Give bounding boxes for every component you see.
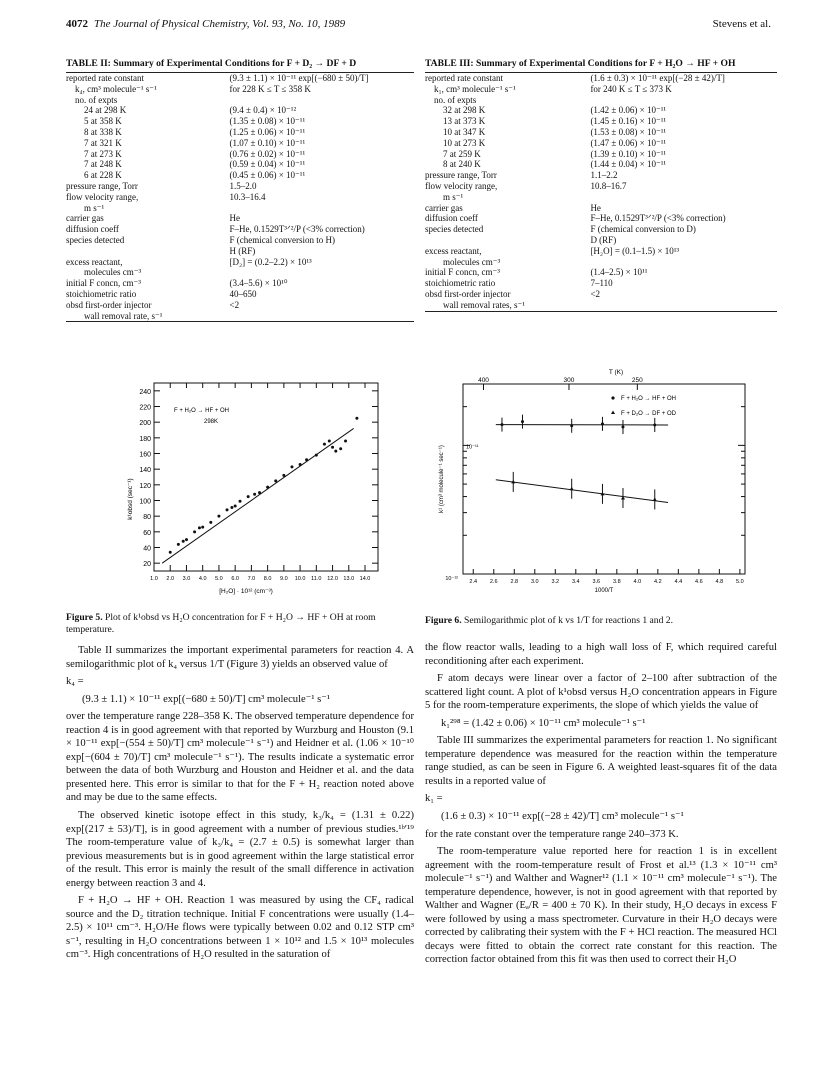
- data-point: [328, 439, 331, 442]
- figure-6-caption-text: Semilogarithmic plot of k vs 1/T for reactions 1 and 2.: [464, 615, 673, 626]
- data-point: [198, 526, 201, 529]
- data-point: [323, 443, 326, 446]
- table-row: [66, 95, 414, 106]
- param-value: 40–650: [229, 288, 257, 299]
- param-value: (1.42 ± 0.06) × 10⁻¹¹: [590, 105, 667, 116]
- x-axis-label: 1000/T: [594, 588, 614, 594]
- y-tick-label: 20: [143, 561, 151, 569]
- param-name: reported rate constant: [66, 72, 144, 83]
- header-left: [66, 18, 345, 30]
- data-point: [217, 515, 220, 518]
- fit-line-d2o: [496, 480, 668, 503]
- body-text-left: [66, 644, 414, 966]
- param-name: excess reactant,: [66, 256, 123, 267]
- param-name: [66, 246, 230, 257]
- body-text-right: [425, 641, 777, 971]
- param-name: m s⁻¹: [84, 202, 105, 213]
- x-tick-label: 4.8: [715, 579, 724, 585]
- y-tick-label: 200: [139, 420, 151, 428]
- param-value: D (RF): [590, 234, 617, 245]
- param-value: [590, 95, 777, 106]
- table-row: [425, 203, 777, 214]
- param-value: F–He, 0.1529T³ᐟ²/P (<3% correction): [590, 213, 726, 224]
- param-name: 13 at 373 K: [443, 116, 486, 127]
- x-tick-label: 4.2: [654, 579, 662, 585]
- x-tick-label: 2.6: [489, 579, 498, 585]
- paragraph: k₄ =: [66, 676, 84, 688]
- x-tick-label: 4.0: [633, 579, 642, 585]
- param-value: (1.44 ± 0.04) × 10⁻¹¹: [590, 159, 667, 170]
- x-tick-label: 1.0: [150, 576, 158, 582]
- paragraph: F + H₂O → HF + OH. Reaction 1 was measured by using the CF₄ radical source and the D₂ titration technique. Initial F concentrations were usually (1.4–2.5) × 10¹¹ cm⁻³. H₂O/He flows were typically between 0.02 and 0.12 STP cm³ s⁻¹, resulting in H₂O concentrations between 1 × 10¹² and 1.5 × 10¹³ molecules cm⁻³. High concentrations of H₂O resulted in the saturation of: [66, 895, 414, 961]
- data-point-h2o: [521, 420, 524, 423]
- y-tick-label: 180: [139, 435, 151, 443]
- figure-6-caption: [425, 615, 777, 627]
- data-point-d2o: [653, 497, 657, 501]
- figure-5-caption-text: Plot of k¹obsd vs H₂O concentration for F + H₂O → HF + OH at room temperature.: [66, 612, 376, 635]
- x-tick-label: 5.0: [215, 576, 223, 582]
- table-row: [425, 246, 777, 257]
- param-name: k₄, cm³ molecule⁻¹ s⁻¹: [75, 83, 157, 94]
- param-name: 5 at 358 K: [84, 116, 122, 127]
- param-name: wall removal rate, s⁻¹: [84, 310, 163, 321]
- param-name: carrier gas: [425, 202, 463, 213]
- x-axis-label: [H₂O] · 10¹² (cm⁻³): [219, 588, 273, 595]
- data-point: [339, 447, 342, 450]
- figure-5-caption-label: Figure 5.: [66, 612, 103, 623]
- table-row: [425, 224, 777, 235]
- x-tick-label: 2.0: [166, 576, 175, 582]
- table-row: [425, 213, 777, 224]
- param-value: (1.39 ± 0.10) × 10⁻¹¹: [590, 148, 667, 159]
- x-tick-label: 3.0: [182, 576, 191, 582]
- chart-subtitle: 298K: [204, 419, 219, 425]
- x-tick-label: 3.8: [612, 579, 621, 585]
- data-point: [247, 495, 250, 498]
- param-name: 8 at 338 K: [84, 126, 122, 137]
- param-name: carrier gas: [66, 213, 104, 224]
- top-tick-label: 400: [478, 377, 489, 384]
- table-row: [425, 95, 777, 106]
- figure-6-caption-label: Figure 6.: [425, 615, 462, 626]
- data-point: [331, 446, 334, 449]
- legend-marker-d2o: [611, 411, 615, 415]
- header-authors: Stevens et al.: [712, 18, 771, 30]
- table-row: [66, 235, 414, 246]
- legend-label-d2o: F + D₂O → DF + OD: [621, 411, 677, 417]
- table-3: [425, 58, 777, 312]
- data-point: [274, 479, 277, 482]
- x-tick-label: 7.0: [247, 576, 256, 582]
- data-point-d2o: [570, 487, 574, 491]
- legend-label-h2o: F + H₂O → HF + OH: [621, 396, 677, 402]
- param-name: pressure range, Torr: [66, 180, 138, 191]
- table-row: [66, 300, 414, 311]
- table-row: [66, 170, 414, 181]
- y-tick-label: 60: [143, 529, 151, 537]
- param-name: m s⁻¹: [443, 191, 464, 202]
- param-name: flow velocity range,: [425, 180, 498, 191]
- legend-marker-h2o: [611, 396, 614, 399]
- y-tick-label: 100: [139, 498, 151, 506]
- data-point: [299, 463, 302, 466]
- table-row: [425, 278, 777, 289]
- x-tick-label: 3.6: [592, 579, 601, 585]
- param-name: 10 at 273 K: [443, 137, 486, 148]
- table-row: [66, 192, 414, 203]
- table-row: [66, 289, 414, 300]
- figure-6: [425, 368, 777, 627]
- x-tick-label: 13.0: [343, 576, 355, 582]
- param-name: 10 at 347 K: [443, 126, 486, 137]
- param-value: 1.5–2.0: [229, 180, 257, 191]
- table-3-title: TABLE III: Summary of Experimental Conditions for F + H₂O → HF + OH: [425, 58, 736, 69]
- table-row: [66, 311, 414, 322]
- param-name: initial F concn, cm⁻³: [66, 278, 141, 289]
- table-row: [66, 138, 414, 149]
- param-value: [590, 257, 777, 268]
- param-value: 7–110: [590, 278, 613, 289]
- param-value: F (chemical conversion to D): [590, 224, 696, 235]
- x-tick-label: 12.0: [327, 576, 338, 582]
- x-tick-label: 10.0: [294, 576, 306, 582]
- table-row: [66, 257, 414, 268]
- data-point: [266, 486, 269, 489]
- table-row: [425, 105, 777, 116]
- table-row: [425, 300, 777, 311]
- paragraph: the flow reactor walls, leading to a high wall loss of F, which required careful reconditioning after each experiment.: [425, 642, 777, 667]
- param-value: (9.4 ± 0.4) × 10⁻¹²: [229, 105, 297, 116]
- param-name: 7 at 273 K: [84, 148, 122, 159]
- param-value: [230, 311, 414, 322]
- param-value: 10.8–16.7: [590, 180, 627, 191]
- data-point: [182, 540, 185, 543]
- table-row: [425, 149, 777, 160]
- param-name: pressure range, Torr: [425, 170, 497, 181]
- param-value: (1.45 ± 0.16) × 10⁻¹¹: [590, 116, 667, 127]
- table-row: [425, 192, 777, 203]
- param-value: (1.53 ± 0.08) × 10⁻¹¹: [590, 126, 667, 137]
- table-row: [66, 267, 414, 278]
- param-name: excess reactant,: [425, 245, 482, 256]
- y-bottom-label: 10⁻¹²: [445, 576, 458, 582]
- param-value: for 228 K ≤ T ≤ 358 K: [229, 83, 311, 94]
- param-value: F–He, 0.1529T³ᐟ²/P (<3% correction): [229, 224, 365, 235]
- table-row: [66, 127, 414, 138]
- param-value: (0.59 ± 0.04) × 10⁻¹¹: [229, 159, 306, 170]
- figure-5: [66, 375, 414, 636]
- data-point-h2o: [570, 424, 573, 427]
- param-value: [230, 203, 414, 214]
- paragraph: for the rate constant over the temperature range 240–373 K.: [425, 828, 679, 840]
- table-3-body: [425, 72, 777, 312]
- legend-label: F + H₂O → HF + OH: [174, 408, 230, 414]
- table-row: [66, 84, 414, 95]
- param-name: wall removal rates, s⁻¹: [443, 299, 525, 310]
- x-tick-label: 4.6: [695, 579, 703, 585]
- x-tick-label: 9.0: [280, 576, 288, 582]
- param-name: flow velocity range,: [66, 191, 139, 202]
- table-row: [425, 257, 777, 268]
- x-tick-label: 6.0: [231, 576, 239, 582]
- data-point: [315, 454, 318, 457]
- y-tick-label: 40: [143, 545, 151, 553]
- x-tick-label: 11.0: [311, 576, 322, 582]
- data-point: [226, 508, 229, 511]
- param-value: [590, 192, 777, 203]
- page-number: 4072: [66, 18, 88, 30]
- data-point: [201, 526, 204, 529]
- top-axis-title: T (K): [608, 369, 624, 376]
- param-value: 10.3–16.4: [229, 191, 266, 202]
- top-tick-label: 250: [631, 377, 643, 384]
- param-value: (1.4–2.5) × 10¹¹: [590, 267, 648, 278]
- y-tick-label: 10⁻¹¹: [466, 444, 479, 451]
- y-tick-label: 240: [139, 388, 151, 396]
- param-name: species detected: [66, 234, 125, 245]
- param-value: He: [590, 202, 601, 213]
- param-name: 6 at 228 K: [84, 170, 122, 181]
- table-2-title: TABLE II: Summary of Experimental Conditions for F + D₂ → DF + D: [66, 58, 357, 69]
- param-value: (3.4–5.6) × 10¹⁰: [229, 278, 288, 289]
- param-value: <2: [229, 299, 240, 310]
- table-row: [66, 278, 414, 289]
- data-point: [334, 450, 337, 453]
- data-point: [253, 493, 256, 496]
- data-point-h2o: [653, 424, 656, 427]
- table-row: [425, 138, 777, 149]
- equation: (9.3 ± 1.1) × 10⁻¹¹ exp[(−680 ± 50)/T] cm³ molecule⁻¹ s⁻¹: [82, 693, 331, 705]
- table-row: [425, 116, 777, 127]
- data-point: [355, 417, 358, 420]
- param-name: 7 at 259 K: [443, 148, 481, 159]
- data-point-h2o: [621, 425, 624, 428]
- param-value: H (RF): [229, 245, 256, 256]
- table-row: [425, 72, 777, 83]
- param-name: 32 at 298 K: [443, 105, 486, 116]
- table-row: [66, 159, 414, 170]
- table-row: [425, 289, 777, 300]
- data-point: [230, 506, 233, 509]
- paragraph: k₁ =: [425, 793, 443, 805]
- x-tick-label: 4.4: [674, 579, 683, 585]
- table-row: [66, 181, 414, 192]
- equation: (1.6 ± 0.3) × 10⁻¹¹ exp[(−28 ± 42)/T] cm³ molecule⁻¹ s⁻¹: [441, 811, 684, 823]
- paragraph: Table III summarizes the experimental parameters for reaction 1. No significant temperature dependence was measured for the reaction within the temperature range studied, as can be seen in Figure 6. A weighted least-squares fit of the data results in a reported value of: [425, 735, 777, 787]
- param-name: stoichiometric ratio: [66, 288, 137, 299]
- param-name: k₁, cm³ molecule⁻¹ s⁻¹: [434, 83, 516, 94]
- param-name: initial F concn, cm⁻³: [425, 267, 500, 278]
- param-value: [230, 267, 414, 278]
- param-value: (9.3 ± 1.1) × 10⁻¹¹ exp[(−680 ± 50)/T]: [229, 72, 369, 83]
- table-2-body: [66, 72, 414, 322]
- param-name: 24 at 298 K: [84, 105, 127, 116]
- param-value: He: [229, 213, 241, 224]
- table-2: [66, 58, 414, 322]
- table-row: [66, 246, 414, 257]
- plot-frame: [463, 384, 745, 574]
- data-point: [169, 551, 172, 554]
- param-value: (1.07 ± 0.10) × 10⁻¹¹: [229, 137, 306, 148]
- x-tick-label: 3.2: [551, 579, 560, 585]
- y-tick-label: 160: [139, 451, 151, 459]
- param-value: (0.45 ± 0.06) × 10⁻¹¹: [229, 170, 306, 181]
- y-tick-label: 140: [139, 467, 151, 475]
- y-axis-label: k¹obsd (sec⁻¹): [127, 478, 134, 520]
- figure-6-chart: [425, 368, 777, 604]
- data-point: [239, 500, 242, 503]
- param-value: (1.6 ± 0.3) × 10⁻¹¹ exp[(−28 ± 42)/T]: [590, 72, 725, 83]
- param-value: for 240 K ≤ T ≤ 373 K: [590, 83, 672, 94]
- paragraph: The room-temperature value reported here for reaction 1 is in excellent agreement with the room-temperature result of Frost et al.¹³ (1.3 × 10⁻¹¹ cm³ molecule⁻¹ s⁻¹) and Walther and Wagner¹² (1.1 × 10⁻¹¹ cm³ molecule⁻¹ s⁻¹). The temperature dependence, however, is not in good agreement with that reported by Walther and Wagner (Eₐ/R = 400 ± 70 K). In their study, H₂O decays in excess F were followed by using a mass spectrometer. Curvature in their H₂O decays were corrected by calibrating their system with the F + HCl reaction. The measured HCl decays were fitted to obtain the correct rate constant for this reaction. The correction factor obtained from this fit was then used to correct their H₂O: [425, 846, 777, 966]
- param-name: no. of expts: [75, 94, 118, 105]
- param-value: [590, 300, 777, 311]
- param-name: stoichiometric ratio: [425, 278, 496, 289]
- y-axis-label: k¹ (cm³ molecule⁻¹ sec⁻¹): [439, 445, 445, 513]
- x-tick-label: 8.0: [263, 576, 272, 582]
- table-row: [425, 84, 777, 95]
- param-name: 8 at 240 K: [443, 159, 481, 170]
- data-point: [193, 530, 196, 533]
- y-tick-label: 120: [139, 482, 151, 490]
- table-row: [425, 159, 777, 170]
- param-name: species detected: [425, 224, 484, 235]
- paragraph: F atom decays were linear over a factor of 2–100 after subtraction of the scattered light count. A plot of k¹obsd versus H₂O concentration appears in Figure 5 for the room-temperature experiments, the slope of which yields the value of: [425, 673, 777, 712]
- table-row: [66, 72, 414, 83]
- data-point: [258, 491, 261, 494]
- fit-line: [162, 428, 354, 563]
- paragraph: over the temperature range 228–358 K. The observed temperature dependence for reaction 4 is in good agreement with that reported by Wurzburg and Houston (9.1 × 10⁻¹¹ exp[−(554 ± 50)/T] cm³ molecule⁻¹ s⁻¹) and Heidner et al. (1.06 × 10⁻¹⁰ exp[−(604 ± 70)/T] cm³ molecule⁻¹ s⁻¹). The results indicate a systematic error between the data of both Wurzburg and Houston and Heidner et al. and the data presented here. This error is similar to that for the F + H₂ reaction noted above and may be due to the same effects.: [66, 711, 414, 804]
- x-tick-label: 2.8: [510, 579, 519, 585]
- data-point: [185, 538, 188, 541]
- param-name: reported rate constant: [425, 72, 503, 83]
- param-name: diffusion coeff: [425, 213, 478, 224]
- x-tick-label: 4.0: [198, 576, 207, 582]
- param-name: diffusion coeff: [66, 224, 119, 235]
- figure-5-caption: [66, 612, 414, 636]
- data-point: [234, 504, 237, 507]
- x-tick-label: 5.0: [736, 579, 744, 585]
- y-tick-label: 220: [139, 404, 151, 412]
- data-point: [282, 474, 285, 477]
- data-point: [177, 543, 180, 546]
- x-tick-label: 2.4: [469, 579, 478, 585]
- table-row: [66, 149, 414, 160]
- param-value: (1.35 ± 0.08) × 10⁻¹¹: [229, 116, 306, 127]
- param-value: (1.47 ± 0.06) × 10⁻¹¹: [590, 137, 667, 148]
- param-value: (1.25 ± 0.06) × 10⁻¹¹: [229, 126, 306, 137]
- param-value: [H₂O] = (0.1–1.5) × 10¹³: [590, 245, 680, 256]
- top-tick-label: 300: [563, 377, 575, 384]
- param-name: molecules cm⁻³: [84, 267, 142, 278]
- paragraph: The observed kinetic isotope effect in this study, k₃/k₄ = (1.31 ± 0.22) exp[(217 ± 53)/T], is in good agreement with a number of previous studies.¹ᵇʹ¹⁹ The room-temperature value of k₃/k₄ = (2.7 ± 0.5) is somewhat larger than previous measurements but is in good agreement within the large statistical error of the result. This error is mainly the result of the small difference in activation energy between reaction 3 and 4.: [66, 810, 414, 889]
- table-row: [66, 213, 414, 224]
- x-tick-label: 3.4: [571, 579, 580, 585]
- x-tick-label: 14.0: [359, 576, 371, 582]
- param-value: (0.76 ± 0.02) × 10⁻¹¹: [229, 148, 306, 159]
- table-row: [425, 181, 777, 192]
- journal-name: The Journal of Physical Chemistry, Vol. 93, No. 10, 1989: [94, 18, 346, 30]
- equation: k₁²⁹⁸ = (1.42 ± 0.06) × 10⁻¹¹ cm³ molecule⁻¹ s⁻¹: [441, 717, 646, 729]
- data-point: [344, 439, 347, 442]
- data-point: [305, 458, 308, 461]
- table-row: [425, 267, 777, 278]
- y-tick-label: 80: [143, 514, 151, 522]
- table-row: [425, 170, 777, 181]
- param-value: 1.1–2.2: [590, 170, 618, 181]
- data-point: [290, 465, 293, 468]
- figure-5-chart: [66, 375, 414, 603]
- param-name: 7 at 248 K: [84, 159, 122, 170]
- param-name: molecules cm⁻³: [443, 256, 501, 267]
- paragraph: Table II summarizes the important experimental parameters for reaction 4. A semilogarithmic plot of k₄ versus 1/T (Figure 3) yields an observed value of: [66, 645, 414, 670]
- param-value: F (chemical conversion to H): [229, 234, 336, 245]
- param-value: [D₂] = (0.2–2.2) × 10¹³: [229, 256, 312, 267]
- data-point: [209, 521, 212, 524]
- table-row: [66, 105, 414, 116]
- param-name: no. of expts: [434, 94, 477, 105]
- param-value: [230, 95, 414, 106]
- param-value: <2: [590, 288, 601, 299]
- data-point-h2o: [500, 423, 503, 426]
- table-row: [66, 224, 414, 235]
- data-point-h2o: [601, 422, 604, 425]
- param-name: obsd first-order injector: [66, 299, 152, 310]
- table-row: [425, 235, 777, 246]
- param-name: obsd first-order injector: [425, 288, 511, 299]
- param-name: [425, 235, 590, 246]
- table-row: [66, 203, 414, 214]
- table-row: [66, 116, 414, 127]
- table-row: [425, 127, 777, 138]
- param-name: 7 at 321 K: [84, 137, 122, 148]
- x-tick-label: 3.0: [530, 579, 539, 585]
